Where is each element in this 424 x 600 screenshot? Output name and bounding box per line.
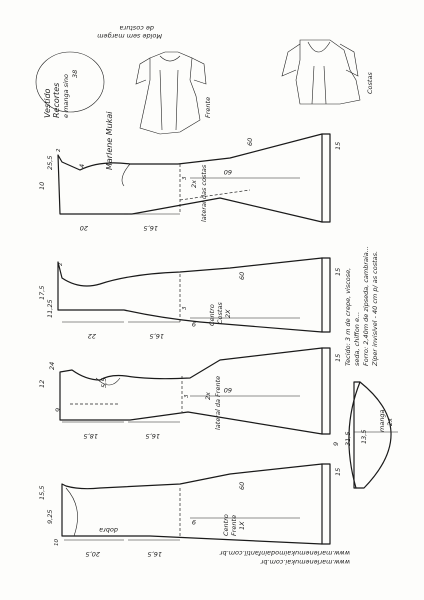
cb-m-side: 3 [182,306,188,310]
title-size: 38 [71,69,79,78]
cb-m-bot: 15 [334,267,342,276]
cf-label2: Frente [230,514,238,536]
cb-m-h: 9 [191,320,196,328]
website-block [218,549,350,566]
front-view-label: Frente [204,96,212,118]
sf-label2: 2x [204,392,212,400]
cf-m-waist: 16,5 [147,550,162,558]
cf-m-fold: dobra [99,526,118,534]
sb-m-arm: 4 [78,163,86,168]
cf-label3: 1X [238,521,246,530]
sf-m-top-b: 24 [48,361,56,370]
sl-m-width: 13,5 [360,429,368,444]
signature [105,111,114,170]
sb-label1: lateral das costas [200,164,208,222]
sb-m-bust: 20 [79,224,88,232]
sb-label2: 2x [190,180,198,188]
note-fabric2: seda, chiffon e... [353,311,361,366]
sf-m-bust: 18,5 [83,432,98,440]
cf-m-bot: 15 [334,467,342,476]
sl-m-h: 9 [332,441,340,446]
note-fabric: Tecido: 3 m de crepe, viscose, [344,267,352,366]
cb-m-len: 60 [238,271,246,280]
title-line3: e manga sino [62,74,70,118]
cf-label1: Centro [222,514,230,536]
cf-m-top-a: 15,5 [38,485,46,500]
cb-label3: 2X [224,309,232,318]
cf-m-neck: 10 [54,539,60,546]
note-lining: Forro: 2,40m de zipseda, cambraia... [362,246,370,366]
cb-m-waist: 16,5 [149,332,164,340]
sf-m-top-a: 12 [38,379,46,388]
sl-label1: manga [378,409,386,432]
margin-note-line2: de costura [119,24,154,32]
cb-label2: Costas [216,302,224,324]
piece-side-back [38,134,342,232]
cb-m-top-a: 17,5 [38,285,46,300]
cb-m-top-c: 2 [58,262,64,266]
sf-m-arm: 5,5 [100,377,108,388]
sb-m-hip: 60 [246,137,254,146]
cf-m-len: 60 [238,481,246,490]
cb-m-top-b: 11,25 [46,299,54,318]
sb-m-len: 60 [223,168,232,176]
note-zipper: Zíper invisível - 40 cm p/ as costas. [371,250,379,366]
sb-m-top-c: 2 [56,148,62,152]
sf-m-waist: 16,5 [145,432,160,440]
back-view-label: Costas [366,72,374,94]
sb-m-waist: 16,5 [143,224,158,232]
margin-note-line1: Molde sem margem [97,32,162,40]
sl-label2: 2x [386,418,394,426]
cb-label1: Centro [208,304,216,326]
sf-m-side: 3 [184,394,190,398]
signature-text: Marlene Mukai [105,111,114,170]
sb-m-bot: 15 [334,141,342,150]
title-line1: Vestido [43,88,52,118]
sb-m-top-b: 25,5 [46,155,54,170]
cf-m-top-b: 9,25 [46,509,54,524]
title-block [36,52,104,118]
sf-label1: lateral da Frente [214,375,222,430]
sf-m-bot: 15 [334,353,342,362]
sb-m-side: 3 [182,176,188,180]
sl-m-len: 31,5 [344,431,352,446]
website-line1: www.marlenemukai.com.br [260,558,350,566]
piece-side-front [38,348,342,440]
front-sketch [136,52,212,134]
title-line2: Recortes [52,82,61,118]
cf-m-h: 9 [191,518,196,526]
back-sketch [282,40,374,104]
piece-center-back [38,258,342,340]
piece-center-front [38,464,342,558]
margin-note [97,24,162,40]
website-line2: www.marlenemukaimodainfantil.com.br [219,549,350,557]
cb-m-bust: 22 [87,332,96,340]
fabric-notes [344,246,379,367]
cf-m-bust: 20,5 [85,550,100,558]
sf-m-len: 60 [223,386,232,394]
sb-m-top-a: 10 [38,181,46,190]
sf-m-mid: 9 [54,407,62,412]
